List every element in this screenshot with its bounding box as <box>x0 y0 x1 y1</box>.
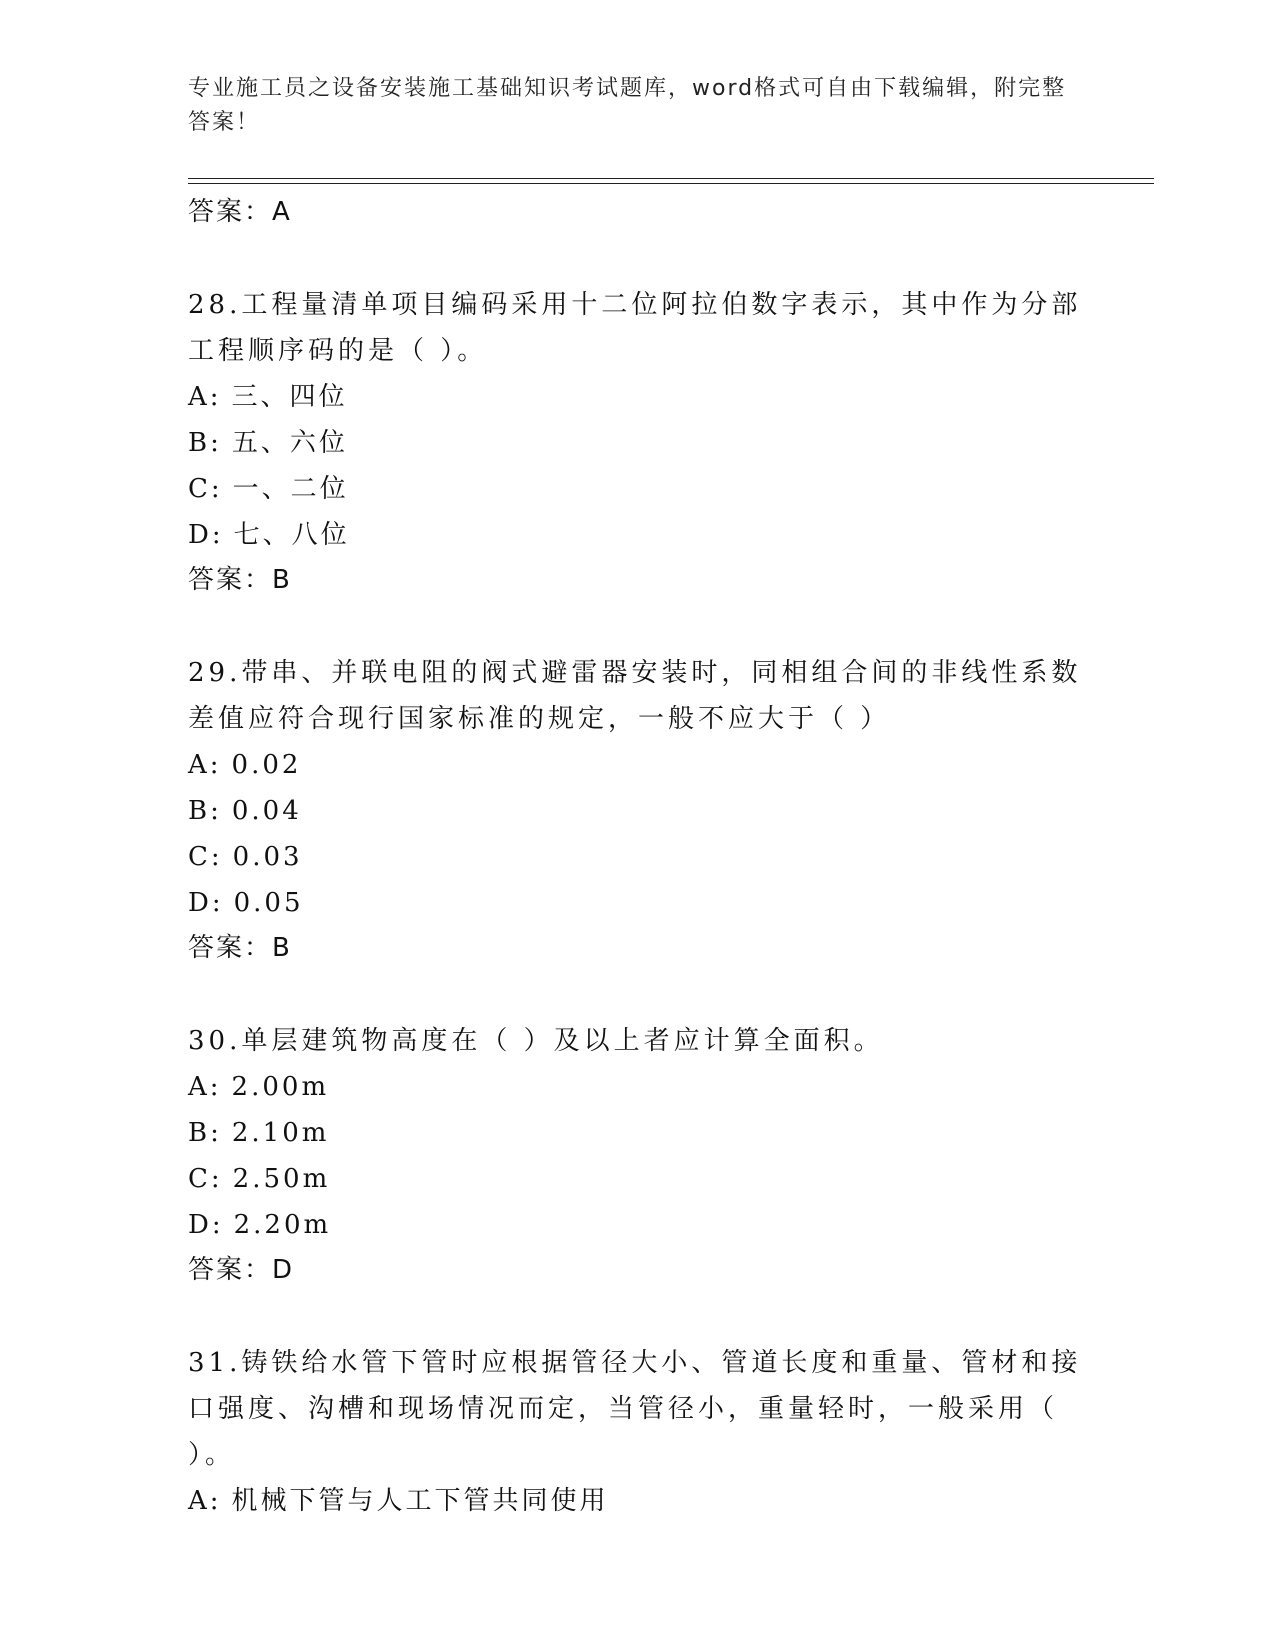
option-text: 机械下管与人工下管共同使用 <box>231 1486 609 1516</box>
option-a: A: 2.00m <box>188 1072 330 1102</box>
option-text: 一、二位 <box>232 474 349 504</box>
answer-line: 答案：B <box>188 565 292 595</box>
option-c: C: 一、二位 <box>188 474 349 504</box>
option-letter: B <box>188 796 211 826</box>
answer-line: 答案：D <box>188 1255 295 1285</box>
answer-line: 答案：B <box>188 933 292 963</box>
option-letter: D <box>188 1210 212 1240</box>
option-c: C: 0.03 <box>188 842 303 872</box>
option-letter: C <box>188 1164 211 1194</box>
header-rule-top <box>188 178 1154 179</box>
option-letter: B <box>188 428 211 458</box>
option-letter: C <box>188 474 211 504</box>
option-a: A: 机械下管与人工下管共同使用 <box>188 1486 609 1516</box>
option-c: C: 2.50m <box>188 1164 331 1194</box>
option-b: B: 五、六位 <box>188 428 348 458</box>
question-stem: 31.铸铁给水管下管时应根据管径大小、管道长度和重量、管材和接口强度、沟槽和现场情况而定，当管径小，重量轻时，一般采用（ ）。 <box>188 1348 1082 1470</box>
option-d: D: 七、八位 <box>188 520 350 550</box>
option-d: D: 2.20m <box>188 1210 332 1240</box>
option-b: B: 0.04 <box>188 796 302 826</box>
question-30 <box>188 1018 1088 1292</box>
option-text: 七、八位 <box>233 520 350 550</box>
option-b: B: 2.10m <box>188 1118 330 1148</box>
option-text: 0.05 <box>233 888 304 918</box>
question-list <box>188 190 1088 1524</box>
question-28 <box>188 282 1088 602</box>
option-text: 0.04 <box>231 796 302 826</box>
option-d: D: 0.05 <box>188 888 304 918</box>
option-letter: C <box>188 842 211 872</box>
option-letter: A <box>188 1072 210 1102</box>
option-a: A: 0.02 <box>188 750 302 780</box>
option-text: 2.50m <box>232 1164 331 1194</box>
option-text: 0.03 <box>232 842 303 872</box>
option-text: 2.20m <box>233 1210 332 1240</box>
option-letter: A <box>188 382 210 412</box>
option-text: 五、六位 <box>231 428 348 458</box>
option-text: 2.10m <box>231 1118 330 1148</box>
option-text: 三、四位 <box>231 382 348 412</box>
option-a: A: 三、四位 <box>188 382 348 412</box>
question-stem: 30.单层建筑物高度在（ ）及以上者应计算全面积。 <box>188 1026 884 1056</box>
answer-line: 答案：A <box>188 197 292 227</box>
question-31 <box>188 1340 1088 1524</box>
option-letter: D <box>188 888 212 918</box>
question-29 <box>188 650 1088 970</box>
option-letter: A <box>188 750 210 780</box>
header-rule-bottom <box>188 183 1154 184</box>
option-letter: A <box>188 1486 210 1516</box>
option-letter: B <box>188 1118 211 1148</box>
question-stem: 28.工程量清单项目编码采用十二位阿拉伯数字表示，其中作为分部工程顺序码的是（ ）。 <box>188 290 1082 366</box>
option-text: 0.02 <box>231 750 302 780</box>
document-header <box>188 72 1068 140</box>
question-stem: 29.带串、并联电阻的阀式避雷器安装时，同相组合间的非线性系数差值应符合现行国家标准的规定，一般不应大于（ ） <box>188 658 1082 734</box>
header-text: 专业施工员之设备安装施工基础知识考试题库，word格式可自由下载编辑，附完整答案！ <box>188 76 1067 135</box>
option-text: 2.00m <box>231 1072 330 1102</box>
option-letter: D <box>188 520 212 550</box>
